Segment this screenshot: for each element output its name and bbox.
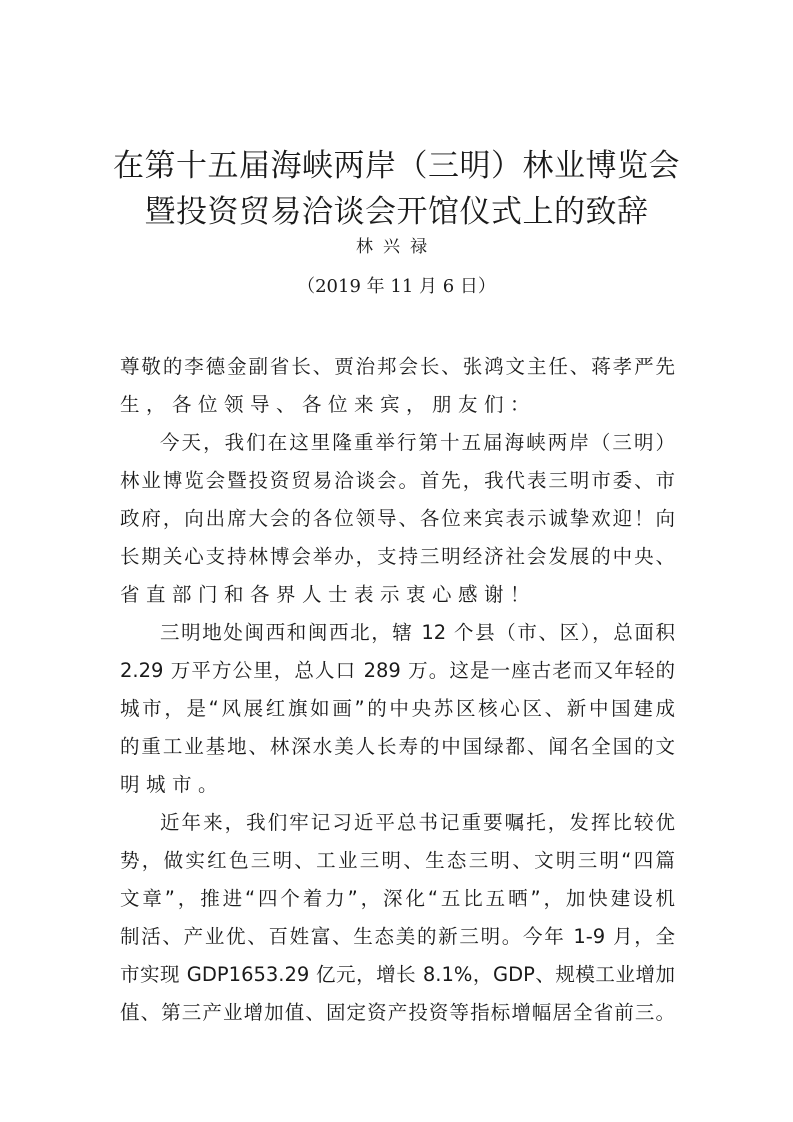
text-line: 的重工业基地、林深水美人长寿的中国绿都、闻名全国的文 [120,735,675,758]
text-line: 长期关心支持林博会举办，支持三明经济社会发展的中央、 [120,545,675,568]
paragraph-city-intro [120,614,675,804]
text-line: 制活、产业优、百姓富、生态美的新三明。今年 1-9 月，全 [120,925,675,948]
text-line: 尊敬的李德金副省长、贾治邦会长、张鸿文主任、蒋孝严先 [120,355,675,378]
text-line: 林业博览会暨投资贸易洽谈会。首先，我代表三明市委、市 [120,469,675,492]
text-line: 今天，我们在这里隆重举行第十五届海峡两岸（三明） [160,431,675,454]
title-line-1: 在第十五届海峡两岸（三明）林业博览会 [113,148,680,184]
text-line: 省直部门和各界人士表示衷心感谢！ [120,583,537,606]
text-line: 三明地处闽西和闽西北，辖 12 个县（市、区），总面积 [160,621,675,644]
text-line: 近年来，我们牢记习近平总书记重要嘱托，发挥比较优 [160,811,675,834]
text-line: 势，做实红色三明、工业三明、生态三明、文明三明“四篇 [120,849,675,872]
text-line: 2.29 万平方公里，总人口 289 万。这是一座古老而又年轻的 [120,659,675,682]
text-line: 生，各位领导、各位来宾，朋友们： [120,393,537,416]
text-line: 城市，是“风展红旗如画”的中央苏区核心区、新中国建成 [120,697,675,720]
speech-body [120,348,675,1032]
text-line: 政府，向出席大会的各位领导、各位来宾表示诚挚欢迎！向 [120,507,675,530]
speech-date: （2019 年 11 月 6 日） [297,276,496,297]
text-line: 市实现 GDP1653.29 亿元，增长 8.1%，GDP、规模工业增加 [120,963,675,986]
text-line: 明城市。 [120,773,225,796]
paragraph-welcome [120,424,675,614]
paragraph-achievements [120,804,675,1032]
text-line: 文章”，推进“四个着力”，深化“五比五晒”，加快建设机 [120,887,675,910]
text-line: 值、第三产业增加值、固定资产投资等指标增幅居全省前三。 [120,1001,675,1024]
paragraph-salutation [120,348,675,424]
author-name: 林兴禄 [356,237,437,257]
title-line-2: 暨投资贸易洽谈会开馆仪式上的致辞 [144,194,649,230]
